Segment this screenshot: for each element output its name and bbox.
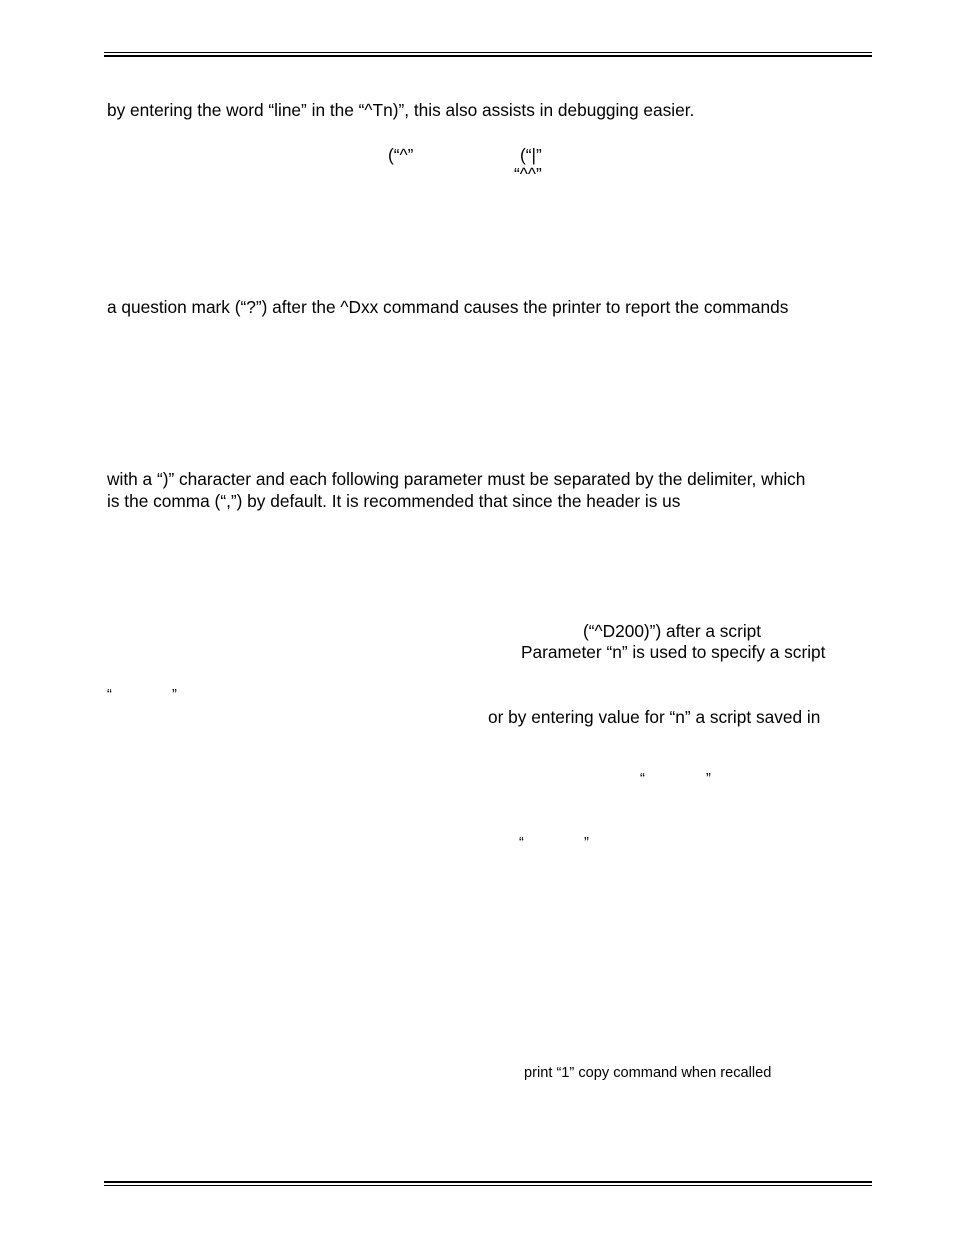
text-fragment-open-quote-3: “ xyxy=(519,835,524,851)
header-rule-thick xyxy=(104,55,872,57)
text-fragment-caret: (“^” xyxy=(388,145,414,165)
text-fragment-close-quote: ” xyxy=(172,687,177,703)
text-fragment-open-quote-2: “ xyxy=(640,771,645,787)
text-line-question-mark: a question mark (“?”) after the ^Dxx command causes the printer to report the commands xyxy=(107,297,789,317)
text-fragment-print-copy: print “1” copy command when recalled xyxy=(524,1065,772,1081)
text-fragment-double-caret: “^^” xyxy=(514,164,542,184)
text-fragment-pipe: (“|” xyxy=(520,145,542,165)
text-fragment-open-quote: “ xyxy=(107,687,112,703)
text-line-debugging: by entering the word “line” in the “^Tn)”, this also assists in debugging easier. xyxy=(107,100,695,120)
text-fragment-d200: (“^D200)”) after a script xyxy=(583,621,762,641)
text-line-comma-default: is the comma (“,”) by default. It is recommended that since the header is us xyxy=(107,491,681,511)
text-line-delimiter: with a “)” character and each following parameter must be separated by the delimiter, which xyxy=(107,469,806,489)
header-rule-thin xyxy=(104,52,872,53)
footer-rule-thick xyxy=(104,1181,872,1183)
text-fragment-parameter-n: Parameter “n” is used to specify a script xyxy=(521,642,826,662)
text-fragment-close-quote-3: ” xyxy=(584,835,589,851)
text-fragment-script-saved: or by entering value for “n” a script saved in xyxy=(488,707,821,727)
text-fragment-close-quote-2: ” xyxy=(706,771,711,787)
footer-rule-thin xyxy=(104,1185,872,1186)
